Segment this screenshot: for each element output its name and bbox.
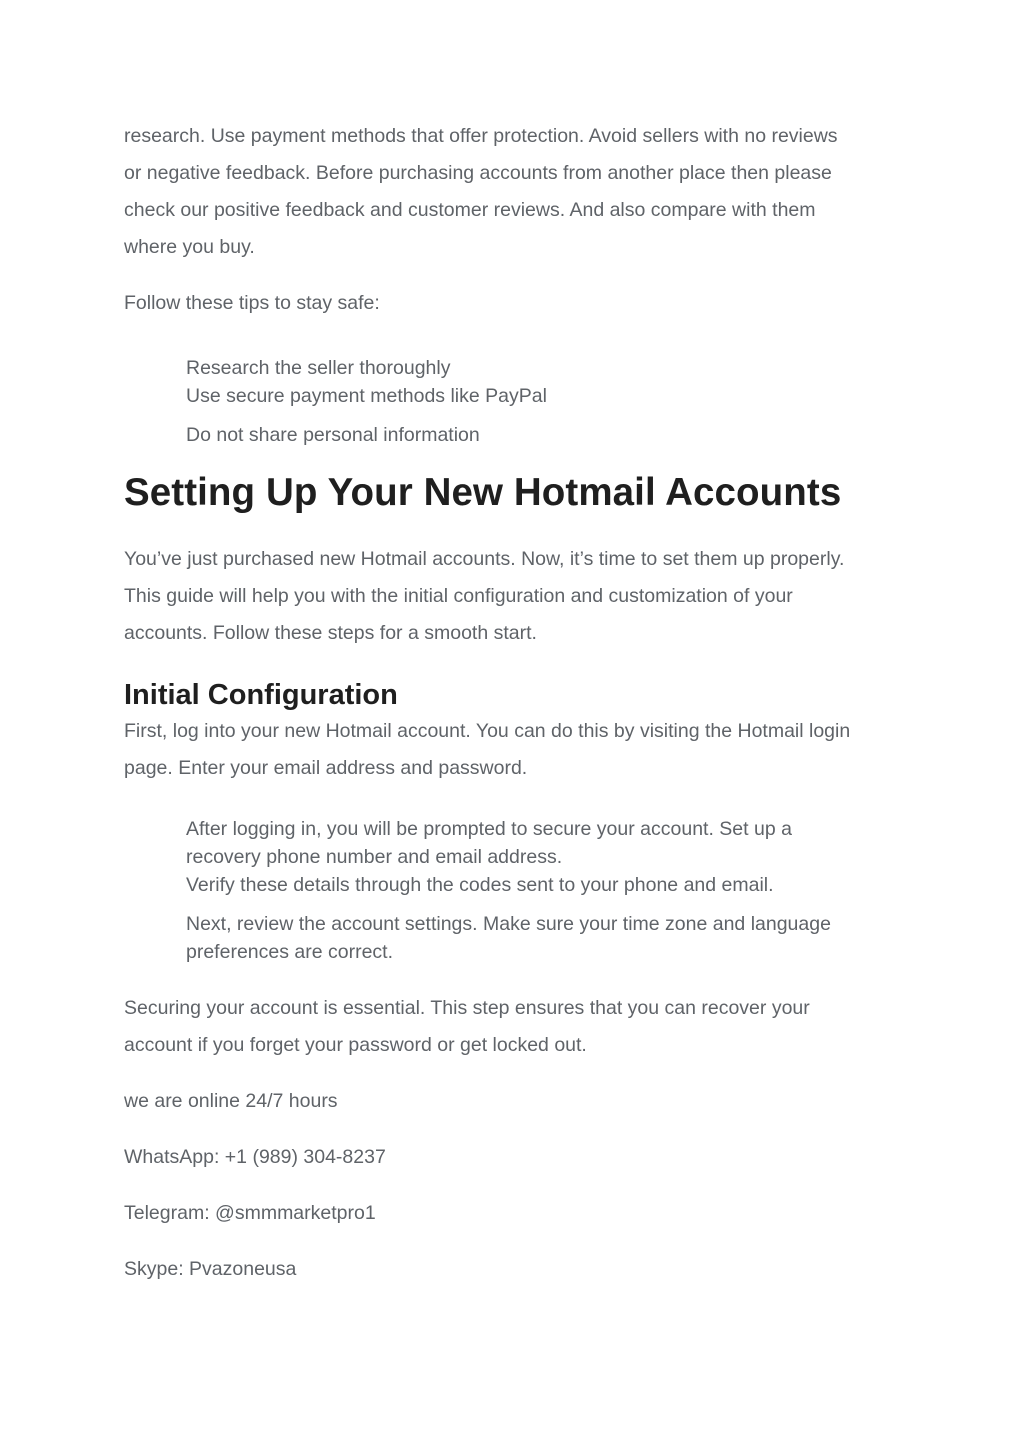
initial-config-paragraph [124,713,914,787]
tip-item: Research the seller thoroughly [186,357,451,379]
intro-line: check our positive feedback and customer reviews. And also compare with them [124,199,816,221]
setup-line: You’ve just purchased new Hotmail accounts. Now, it’s time to set them up properly. [124,548,845,570]
config-step [186,871,914,899]
tip-item: Use secure payment methods like PayPal [186,385,547,407]
config-steps-list [124,815,914,966]
config-closing-line: Securing your account is essential. This step ensures that you can recover your [124,997,810,1019]
setup-line: accounts. Follow these steps for a smooth start. [124,622,537,644]
initial-config-line: First, log into your new Hotmail account. You can do this by visiting the Hotmail login [124,720,851,742]
document-page [124,118,914,1288]
config-step-line: After logging in, you will be prompted to secure your account. Set up a [186,818,792,840]
tip-item: Do not share personal information [186,424,480,446]
tips-list [124,354,914,449]
config-closing-line: account if you forget your password or get locked out. [124,1034,587,1056]
initial-config-line: page. Enter your email address and password. [124,757,528,779]
config-step [186,815,914,871]
tips-intro: Follow these tips to stay safe: [124,292,380,314]
telegram-contact: Telegram: @smmmarketpro1 [124,1202,376,1224]
intro-line: where you buy. [124,236,255,258]
setup-heading: Setting Up Your New Hotmail Accounts [124,471,842,514]
skype-contact: Skype: Pvazoneusa [124,1258,297,1280]
config-step-line: Verify these details through the codes sent to your phone and email. [186,874,774,896]
initial-config-heading: Initial Configuration [124,679,398,711]
config-closing-paragraph [124,990,914,1064]
config-step-line: recovery phone number and email address. [186,846,563,868]
intro-line: or negative feedback. Before purchasing accounts from another place then please [124,162,832,184]
setup-line: This guide will help you with the initial configuration and customization of your [124,585,793,607]
config-step-line: Next, review the account settings. Make sure your time zone and language [186,913,831,935]
availability-text: we are online 24/7 hours [124,1090,338,1112]
intro-line: research. Use payment methods that offer protection. Avoid sellers with no reviews [124,125,838,147]
intro-paragraph [124,118,914,266]
setup-paragraph [124,541,914,652]
config-step-line: preferences are correct. [186,941,394,963]
whatsapp-contact: WhatsApp: +1 (989) 304-8237 [124,1146,386,1168]
config-step [186,910,914,966]
